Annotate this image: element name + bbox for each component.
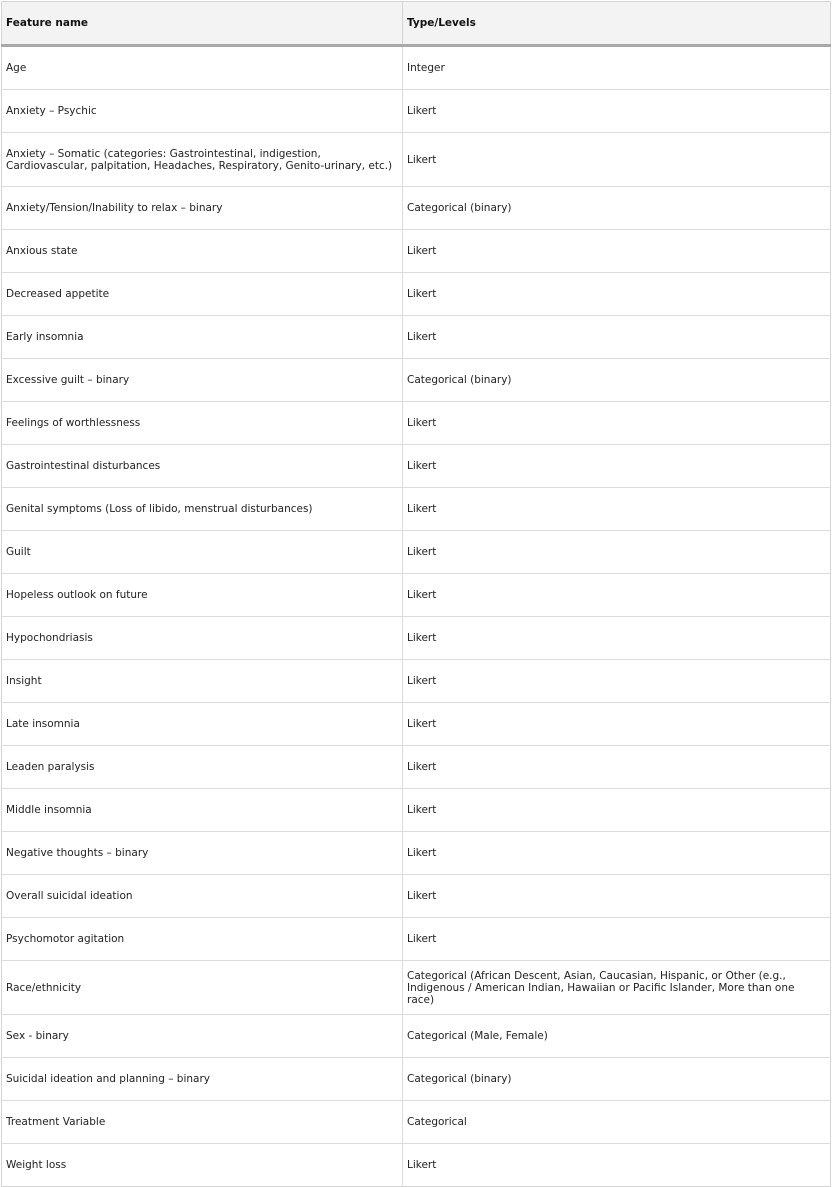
feature-name-cell: Sex - binary — [2, 1015, 403, 1058]
type-levels-cell: Likert — [403, 273, 831, 316]
type-levels-cell: Likert — [403, 918, 831, 961]
type-levels-cell: Likert — [403, 445, 831, 488]
table-row — [2, 875, 831, 918]
feature-name-cell: Insight — [2, 660, 403, 703]
feature-name-cell: Age — [2, 46, 403, 90]
type-levels-cell: Categorical (Male, Female) — [403, 1015, 831, 1058]
table-row — [2, 1015, 831, 1058]
table-row — [2, 488, 831, 531]
type-levels-cell: Likert — [403, 832, 831, 875]
table-body — [2, 46, 831, 1187]
feature-name-cell: Late insomnia — [2, 703, 403, 746]
type-levels-cell: Categorical (binary) — [403, 1058, 831, 1101]
feature-name-cell: Excessive guilt – binary — [2, 359, 403, 402]
feature-name-cell: Psychomotor agitation — [2, 918, 403, 961]
type-levels-cell: Likert — [403, 488, 831, 531]
table-row — [2, 316, 831, 359]
type-levels-cell: Likert — [403, 230, 831, 273]
table-row — [2, 230, 831, 273]
type-levels-cell: Likert — [403, 617, 831, 660]
table-row — [2, 617, 831, 660]
table-row — [2, 359, 831, 402]
table-row — [2, 402, 831, 445]
feature-name-cell: Overall suicidal ideation — [2, 875, 403, 918]
feature-name-cell: Genital symptoms (Loss of libido, menstrual disturbances) — [2, 488, 403, 531]
type-levels-cell: Categorical — [403, 1101, 831, 1144]
table-row — [2, 273, 831, 316]
feature-name-cell: Race/ethnicity — [2, 961, 403, 1015]
feature-name-cell: Treatment Variable — [2, 1101, 403, 1144]
type-levels-cell: Likert — [403, 402, 831, 445]
table-row — [2, 746, 831, 789]
table-row — [2, 46, 831, 90]
type-levels-cell: Likert — [403, 90, 831, 133]
type-levels-cell: Likert — [403, 316, 831, 359]
table-row — [2, 961, 831, 1015]
table-row — [2, 531, 831, 574]
type-levels-cell: Categorical (African Descent, Asian, Caucasian, Hispanic, or Other (e.g., Indigenous / American Indian, Hawaiian or Pacific Islander, More than one race) — [403, 961, 831, 1015]
feature-name-cell: Anxiety/Tension/Inability to relax – binary — [2, 187, 403, 230]
type-levels-cell: Integer — [403, 46, 831, 90]
feature-name-cell: Weight loss — [2, 1144, 403, 1187]
table-row — [2, 660, 831, 703]
table-row — [2, 1101, 831, 1144]
header-type-levels: Type/Levels — [403, 2, 831, 46]
type-levels-cell: Likert — [403, 660, 831, 703]
table-row — [2, 832, 831, 875]
feature-name-cell: Leaden paralysis — [2, 746, 403, 789]
feature-name-cell: Decreased appetite — [2, 273, 403, 316]
type-levels-cell: Likert — [403, 746, 831, 789]
feature-name-cell: Anxious state — [2, 230, 403, 273]
table-row — [2, 445, 831, 488]
type-levels-cell: Likert — [403, 133, 831, 187]
table-row — [2, 90, 831, 133]
table-row — [2, 703, 831, 746]
table-row — [2, 789, 831, 832]
type-levels-cell: Likert — [403, 531, 831, 574]
table-row — [2, 1144, 831, 1187]
type-levels-cell: Likert — [403, 789, 831, 832]
feature-name-cell: Guilt — [2, 531, 403, 574]
table-row — [2, 918, 831, 961]
feature-table — [1, 1, 831, 1187]
type-levels-cell: Likert — [403, 574, 831, 617]
type-levels-cell: Likert — [403, 875, 831, 918]
header-feature-name: Feature name — [2, 2, 403, 46]
table-row — [2, 133, 831, 187]
feature-name-cell: Negative thoughts – binary — [2, 832, 403, 875]
type-levels-cell: Likert — [403, 703, 831, 746]
type-levels-cell: Categorical (binary) — [403, 359, 831, 402]
table-row — [2, 574, 831, 617]
table-header — [2, 2, 831, 46]
feature-name-cell: Anxiety – Psychic — [2, 90, 403, 133]
feature-name-cell: Anxiety – Somatic (categories: Gastrointestinal, indigestion, Cardiovascular, palpitation, Headaches, Respiratory, Genito-urinary, etc.) — [2, 133, 403, 187]
feature-table-container — [1, 1, 830, 1187]
feature-name-cell: Middle insomnia — [2, 789, 403, 832]
type-levels-cell: Likert — [403, 1144, 831, 1187]
feature-name-cell: Early insomnia — [2, 316, 403, 359]
feature-name-cell: Hopeless outlook on future — [2, 574, 403, 617]
feature-name-cell: Gastrointestinal disturbances — [2, 445, 403, 488]
header-row — [2, 2, 831, 46]
feature-name-cell: Suicidal ideation and planning – binary — [2, 1058, 403, 1101]
type-levels-cell: Categorical (binary) — [403, 187, 831, 230]
feature-name-cell: Feelings of worthlessness — [2, 402, 403, 445]
feature-name-cell: Hypochondriasis — [2, 617, 403, 660]
table-row — [2, 1058, 831, 1101]
table-row — [2, 187, 831, 230]
